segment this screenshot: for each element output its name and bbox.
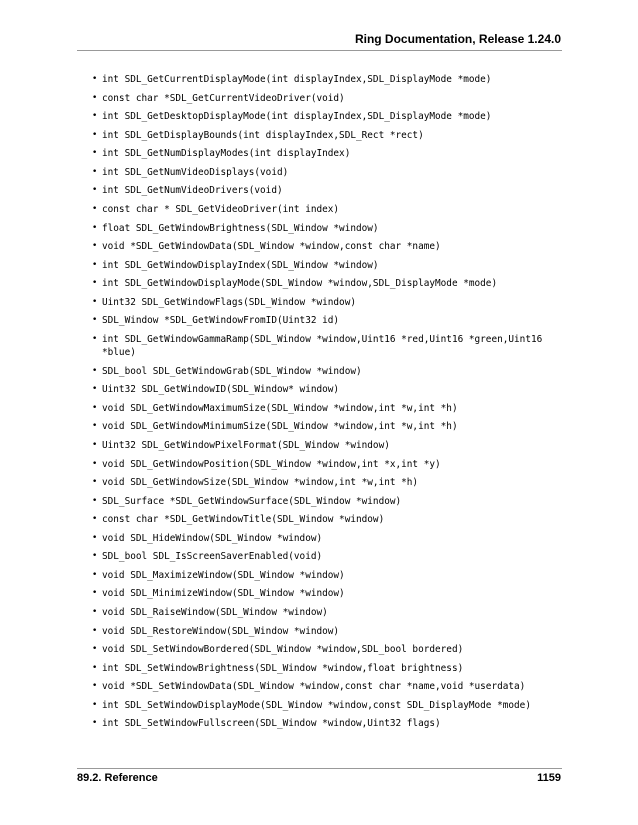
list-item xyxy=(92,314,562,327)
bullet-icon: • xyxy=(92,569,98,580)
list-item xyxy=(92,625,562,638)
function-signature: int SDL_GetWindowDisplayIndex(SDL_Window *window) xyxy=(102,259,379,271)
list-item xyxy=(92,569,562,582)
list-item xyxy=(92,643,562,656)
list-item xyxy=(92,166,562,179)
function-signature: SDL_bool SDL_GetWindowGrab(SDL_Window *window) xyxy=(102,365,362,377)
function-signature: void SDL_RestoreWindow(SDL_Window *window) xyxy=(102,625,340,637)
list-item xyxy=(92,110,562,123)
bullet-icon: • xyxy=(92,241,98,252)
function-signature: int SDL_GetDisplayBounds(int displayIndex,SDL_Rect *rect) xyxy=(102,129,424,141)
list-item xyxy=(92,680,562,693)
list-item xyxy=(92,184,562,197)
function-signature: const char *SDL_GetWindowTitle(SDL_Window *window) xyxy=(102,514,385,526)
function-signature: const char * SDL_GetVideoDriver(int index) xyxy=(102,203,340,215)
bullet-icon: • xyxy=(92,625,98,636)
function-signature: int SDL_SetWindowDisplayMode(SDL_Window *window,const SDL_DisplayMode *mode) xyxy=(102,699,531,711)
list-item xyxy=(92,147,562,160)
function-signature: SDL_Surface *SDL_GetWindowSurface(SDL_Window *window) xyxy=(102,495,402,507)
api-function-list xyxy=(92,73,562,736)
list-item xyxy=(92,73,562,86)
header-divider xyxy=(77,50,562,51)
page-number: 1159 xyxy=(537,772,561,784)
bullet-icon: • xyxy=(92,129,98,140)
bullet-icon: • xyxy=(92,718,98,729)
list-item xyxy=(92,92,562,105)
function-signature: void *SDL_SetWindowData(SDL_Window *window,const char *name,void *userdata) xyxy=(102,681,526,693)
list-item xyxy=(92,222,562,235)
footer-divider xyxy=(77,768,562,769)
list-item xyxy=(92,439,562,452)
list-item xyxy=(92,458,562,471)
function-signature: int SDL_GetNumDisplayModes(int displayIndex) xyxy=(102,148,351,160)
bullet-icon: • xyxy=(92,439,98,450)
function-signature: void SDL_HideWindow(SDL_Window *window) xyxy=(102,532,323,544)
bullet-icon: • xyxy=(92,495,98,506)
list-item xyxy=(92,203,562,216)
function-signature: int SDL_GetNumVideoDisplays(void) xyxy=(102,166,289,178)
bullet-icon: • xyxy=(92,477,98,488)
function-signature: float SDL_GetWindowBrightness(SDL_Window *window) xyxy=(102,222,379,234)
bullet-icon: • xyxy=(92,185,98,196)
bullet-icon: • xyxy=(92,681,98,692)
list-item xyxy=(92,717,562,730)
bullet-icon: • xyxy=(92,166,98,177)
list-item xyxy=(92,495,562,508)
function-signature: const char *SDL_GetCurrentVideoDriver(void) xyxy=(102,92,345,104)
bullet-icon: • xyxy=(92,551,98,562)
function-signature: int SDL_GetNumVideoDrivers(void) xyxy=(102,185,283,197)
list-item xyxy=(92,550,562,563)
list-item xyxy=(92,420,562,433)
bullet-icon: • xyxy=(92,148,98,159)
list-item xyxy=(92,476,562,489)
function-signature: int SDL_GetDesktopDisplayMode(int displayIndex,SDL_DisplayMode *mode) xyxy=(102,111,492,123)
function-signature: void SDL_MaximizeWindow(SDL_Window *window) xyxy=(102,569,345,581)
bullet-icon: • xyxy=(92,644,98,655)
bullet-icon: • xyxy=(92,458,98,469)
bullet-icon: • xyxy=(92,662,98,673)
function-signature: SDL_Window *SDL_GetWindowFromID(Uint32 id) xyxy=(102,315,340,327)
function-signature: void *SDL_GetWindowData(SDL_Window *window,const char *name) xyxy=(102,241,441,253)
function-signature: void SDL_SetWindowBordered(SDL_Window *window,SDL_bool bordered) xyxy=(102,644,464,656)
bullet-icon: • xyxy=(92,111,98,122)
list-item xyxy=(92,606,562,619)
function-signature: int SDL_SetWindowFullscreen(SDL_Window *window,Uint32 flags) xyxy=(102,718,441,730)
list-item xyxy=(92,383,562,396)
bullet-icon: • xyxy=(92,384,98,395)
list-item xyxy=(92,513,562,526)
function-signature: int SDL_GetCurrentDisplayMode(int displayIndex,SDL_DisplayMode *mode) xyxy=(102,74,492,85)
bullet-icon: • xyxy=(92,365,98,376)
bullet-icon: • xyxy=(92,514,98,525)
list-item xyxy=(92,277,562,290)
function-signature: void SDL_GetWindowMaximumSize(SDL_Window *window,int *w,int *h) xyxy=(102,402,458,414)
list-item xyxy=(92,402,562,415)
function-signature: Uint32 SDL_GetWindowFlags(SDL_Window *window) xyxy=(102,296,356,308)
function-signature: Uint32 SDL_GetWindowID(SDL_Window* window) xyxy=(102,384,340,396)
bullet-icon: • xyxy=(92,74,98,84)
list-item xyxy=(92,129,562,142)
list-item xyxy=(92,240,562,253)
function-signature: SDL_bool SDL_IsScreenSaverEnabled(void) xyxy=(102,551,323,563)
function-signature: void SDL_GetWindowMinimumSize(SDL_Window *window,int *w,int *h) xyxy=(102,421,458,433)
bullet-icon: • xyxy=(92,699,98,710)
page-header-title: Ring Documentation, Release 1.24.0 xyxy=(354,32,561,46)
bullet-icon: • xyxy=(92,333,98,344)
list-item xyxy=(92,333,562,360)
list-item xyxy=(92,662,562,675)
bullet-icon: • xyxy=(92,259,98,270)
bullet-icon: • xyxy=(92,532,98,543)
bullet-icon: • xyxy=(92,588,98,599)
bullet-icon: • xyxy=(92,203,98,214)
function-signature: int SDL_SetWindowBrightness(SDL_Window *window,float brightness) xyxy=(102,662,464,674)
footer-section-title: 89.2. Reference xyxy=(77,772,158,784)
bullet-icon: • xyxy=(92,607,98,618)
function-signature: void SDL_RaiseWindow(SDL_Window *window) xyxy=(102,607,328,619)
bullet-icon: • xyxy=(92,278,98,289)
list-item xyxy=(92,259,562,272)
bullet-icon: • xyxy=(92,222,98,233)
bullet-icon: • xyxy=(92,315,98,326)
bullet-icon: • xyxy=(92,296,98,307)
function-signature: void SDL_MinimizeWindow(SDL_Window *window) xyxy=(102,588,345,600)
bullet-icon: • xyxy=(92,92,98,103)
bullet-icon: • xyxy=(92,421,98,432)
function-signature: void SDL_GetWindowPosition(SDL_Window *window,int *x,int *y) xyxy=(102,458,441,470)
list-item xyxy=(92,365,562,378)
list-item xyxy=(92,699,562,712)
list-item xyxy=(92,587,562,600)
function-signature: Uint32 SDL_GetWindowPixelFormat(SDL_Window *window) xyxy=(102,439,390,451)
function-signature: int SDL_GetWindowGammaRamp(SDL_Window *window,Uint16 *red,Uint16 *green,Uint16 *blue) xyxy=(102,333,548,359)
bullet-icon: • xyxy=(92,402,98,413)
list-item xyxy=(92,296,562,309)
function-signature: void SDL_GetWindowSize(SDL_Window *window,int *w,int *h) xyxy=(102,477,419,489)
function-signature: int SDL_GetWindowDisplayMode(SDL_Window *window,SDL_DisplayMode *mode) xyxy=(102,278,498,290)
list-item xyxy=(92,532,562,545)
